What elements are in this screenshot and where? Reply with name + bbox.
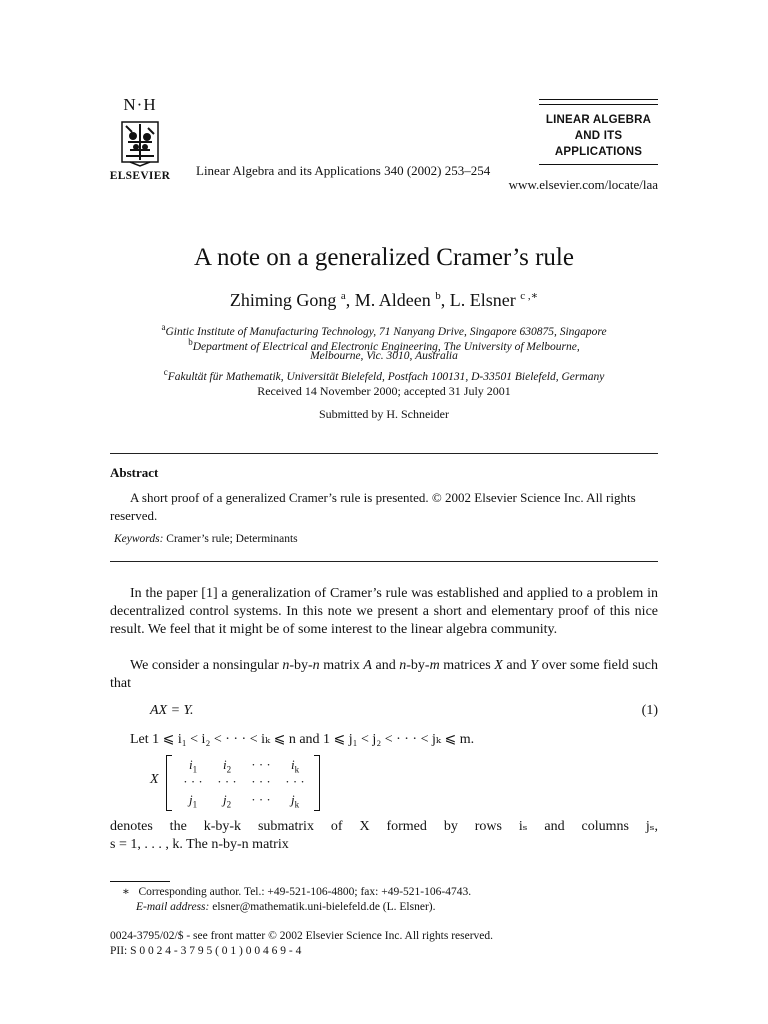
- footnote-text: Corresponding author. Tel.: +49-521-106-4800; fax: +49-521-106-4743.: [138, 886, 472, 898]
- matrix-cell: · · ·: [251, 757, 271, 772]
- equation-1: AX = Y.: [150, 703, 194, 718]
- pii-line: PII: S 0 0 2 4 - 3 7 9 5 ( 0 1 ) 0 0 4 6 9 - 4: [110, 945, 302, 957]
- matrix-cell: · · ·: [183, 774, 203, 789]
- matrix-cell: · · ·: [217, 774, 237, 789]
- author-affil-mark: b: [435, 290, 441, 302]
- abstract-text: A short proof of a generalized Cramer’s rule is presented. © 2002 Elsevier Science Inc. All rights reserved.: [110, 490, 636, 523]
- matrix-cell: · · ·: [285, 774, 305, 789]
- matrix-cell: [176, 757, 210, 775]
- text-run: over some field such that: [110, 658, 659, 691]
- right-bracket: [314, 755, 320, 811]
- text-run: -by-: [289, 658, 313, 673]
- matrix-cell: [278, 792, 312, 810]
- publisher-mark: N·H: [123, 95, 157, 114]
- cell-subscript: 2: [226, 799, 232, 810]
- brand-rule-top-2: [539, 104, 658, 105]
- affil-mark: a: [161, 322, 166, 332]
- brand-rule-top-1: [539, 99, 658, 100]
- matrix-symbol: X: [150, 772, 159, 787]
- abstract-rule-top: [110, 453, 658, 454]
- brand-line-3: APPLICATIONS: [554, 146, 643, 158]
- matrix-cell: [278, 757, 312, 775]
- math-symbol: A: [363, 658, 372, 673]
- affiliation-c: [0, 365, 768, 385]
- footnote-email: [136, 900, 436, 915]
- text-run: matrix: [319, 658, 364, 673]
- index-condition: Let 1 ⩽ i₁ < i₂ < · · · < iₖ ⩽ n and 1 ⩽ j₁ < j₂ < · · · < jₖ ⩽ m.: [130, 732, 475, 747]
- email-address[interactable]: elsner@mathematik.uni-bielefeld.de (L. Elsner).: [212, 901, 436, 913]
- text-run: We consider a nonsingular: [130, 658, 283, 673]
- body-paragraph-1: In the paper [1] a generalization of Cramer’s rule was established and applied to a problem in decentralized control systems. In this note we present a short and elementary proof of this nice result. We feel that it might be of some interest to the linear algebra community.: [110, 586, 658, 637]
- keywords-label: Keywords:: [114, 533, 164, 545]
- matrix-row-rows: [176, 757, 312, 775]
- journal-url[interactable]: www.elsevier.com/locate/laa: [508, 177, 658, 192]
- text-run: and: [502, 658, 531, 673]
- affil-text: Fakultät für Mathematik, Universität Bielefeld, Postfach 100131, D-33501 Bielefeld, Germany: [167, 370, 605, 383]
- abstract-heading: Abstract: [110, 465, 159, 480]
- received-dates: Received 14 November 2000; accepted 31 July 2001: [257, 384, 511, 398]
- matrix-cell: [210, 757, 244, 775]
- author-name: M. Aldeen: [354, 290, 431, 310]
- matrix-cell: [210, 792, 244, 810]
- text-run: and: [371, 658, 400, 673]
- math-symbol: n: [399, 658, 407, 673]
- math-symbol: m: [429, 658, 440, 673]
- footnote-corresponding: [122, 885, 471, 900]
- math-symbol: n: [282, 658, 290, 673]
- affiliation-b-cont: Melbourne, Vic. 3010, Australia: [310, 350, 458, 362]
- email-label: E-mail address:: [136, 901, 210, 913]
- footnote-rule: [110, 881, 170, 882]
- matrix-cell: · · ·: [251, 774, 271, 789]
- affil-text: Department of Electrical and Electronic Engineering, The University of Melbourne,: [192, 340, 580, 353]
- description-line-2: s = 1, . . . , k. The n-by-n matrix: [110, 837, 289, 852]
- copyright-line: 0024-3795/02/$ - see front matter © 2002 Elsevier Science Inc. All rights reserved.: [110, 930, 494, 942]
- cell-subscript: 1: [192, 764, 198, 775]
- brand-line-1: LINEAR ALGEBRA: [545, 114, 652, 126]
- submatrix-notation: [166, 755, 320, 811]
- equation-number: (1): [641, 703, 658, 718]
- matrix-cell: · · ·: [251, 792, 271, 807]
- cell-symbol: i: [290, 757, 295, 772]
- author-list: Zhiming Gong $^a$, M. Aldeen $^b$, L. Elsner $^{c ,∗}$: [229, 290, 539, 310]
- matrix-cell: [176, 792, 210, 810]
- author-affil-mark: c ,∗: [520, 290, 539, 302]
- journal-brand: [539, 112, 658, 160]
- author-name: Zhiming Gong: [229, 290, 337, 310]
- body-paragraph-2: [110, 657, 658, 693]
- math-symbol: Y: [530, 658, 538, 673]
- math-symbol: X: [494, 658, 503, 673]
- cell-symbol: i: [188, 757, 193, 772]
- text-run: -by-: [406, 658, 430, 673]
- matrix-row-columns: [176, 792, 312, 810]
- left-bracket: [166, 755, 172, 811]
- cell-subscript: k: [294, 764, 300, 775]
- tree-logo-icon: [118, 116, 162, 168]
- math-symbol: n: [312, 658, 320, 673]
- description-line-1: denotes the k-by-k submatrix of X formed by rows iₛ and columns jₛ,: [110, 819, 658, 834]
- publisher-logo: [108, 96, 172, 182]
- affil-mark: c: [163, 367, 168, 377]
- affil-text: Gintic Institute of Manufacturing Technology, 71 Nanyang Drive, Singapore 630875, Singapore: [165, 325, 607, 338]
- submitted-by: Submitted by H. Schneider: [319, 407, 449, 421]
- abstract-rule-bottom: [110, 561, 658, 562]
- footnote-mark: ∗: [122, 886, 130, 898]
- keywords-list: Cramer’s rule; Determinants: [166, 533, 298, 545]
- paper-title: A note on a generalized Cramer’s rule: [194, 244, 574, 271]
- journal-reference: Linear Algebra and its Applications 340 (2002) 253–254: [196, 163, 491, 178]
- affil-mark: b: [188, 337, 193, 347]
- text-run: matrices: [439, 658, 495, 673]
- brand-rule-bottom: [539, 164, 658, 165]
- cell-symbol: j: [222, 792, 227, 807]
- cell-subscript: 2: [226, 764, 232, 775]
- matrix-row-dots: [176, 774, 312, 790]
- cell-symbol: j: [188, 792, 193, 807]
- publisher-name: ELSEVIER: [109, 170, 171, 182]
- author-name: L. Elsner: [449, 290, 516, 310]
- cell-symbol: i: [222, 757, 227, 772]
- keywords: [114, 533, 298, 545]
- submatrix-description: [110, 818, 658, 854]
- author-affil-mark: a: [340, 290, 346, 302]
- cell-subscript: 1: [192, 799, 198, 810]
- brand-line-2: AND ITS: [574, 130, 623, 142]
- cell-symbol: j: [290, 792, 295, 807]
- cell-subscript: k: [294, 799, 300, 810]
